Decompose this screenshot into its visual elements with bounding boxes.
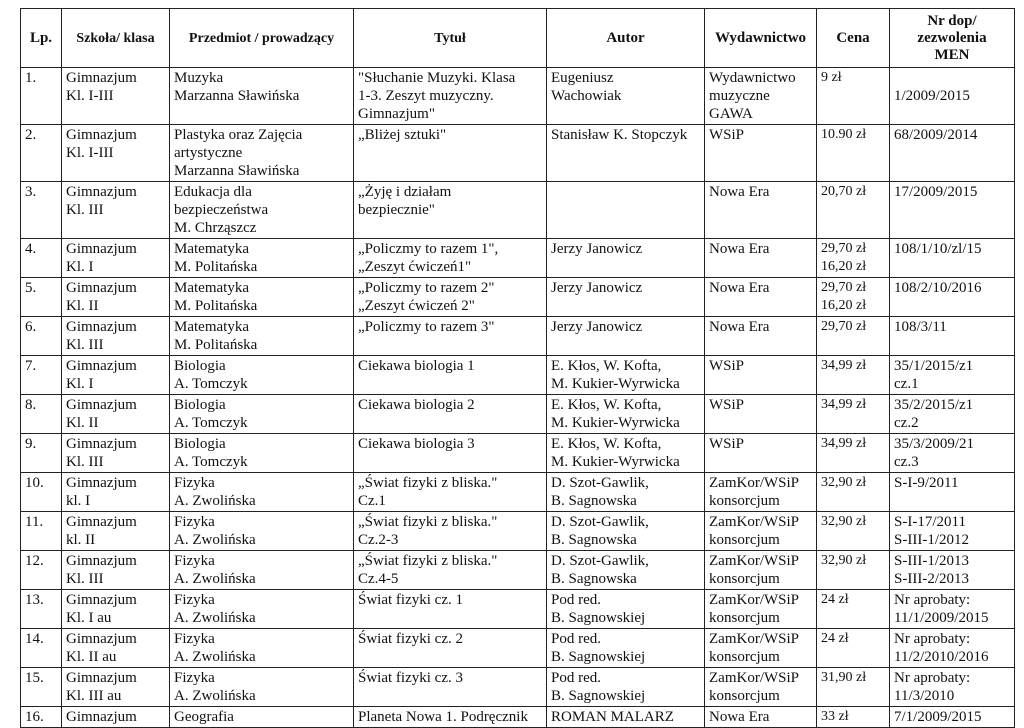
cell-nr: Nr aprobaty: 11/1/2009/2015 xyxy=(890,590,1015,629)
cell-nr: S-III-1/2013 S-III-2/2013 xyxy=(890,551,1015,590)
cell-wydawnictwo: ZamKor/WSiP konsorcjum xyxy=(705,629,817,668)
cell-klasa: Gimnazjum Kl. I xyxy=(62,356,170,395)
cell-tytul: „Świat fizyki z bliska." Cz.1 xyxy=(354,473,547,512)
cell-przedmiot: Fizyka A. Zwolińska xyxy=(170,629,354,668)
column-header-lp: Lp. xyxy=(21,9,62,68)
cell-tytul: Ciekawa biologia 3 xyxy=(354,434,547,473)
cell-lp: 1. xyxy=(21,68,62,125)
cell-tytul: Świat fizyki cz. 1 xyxy=(354,590,547,629)
cell-tytul: Ciekawa biologia 2 xyxy=(354,395,547,434)
cell-wydawnictwo: WSiP xyxy=(705,395,817,434)
cell-lp: 9. xyxy=(21,434,62,473)
cell-nr: 17/2009/2015 xyxy=(890,182,1015,239)
cell-wydawnictwo: Nowa Era xyxy=(705,317,817,356)
column-header-klasa: Szkoła/ klasa xyxy=(62,9,170,68)
cell-klasa: Gimnazjum kl. I xyxy=(62,473,170,512)
cell-wydawnictwo: WSiP xyxy=(705,356,817,395)
cell-autor: E. Kłos, W. Kofta, M. Kukier-Wyrwicka xyxy=(547,395,705,434)
cell-autor: Stanisław K. Stopczyk xyxy=(547,125,705,182)
cell-cena: 24 zł xyxy=(817,629,890,668)
cell-cena: 29,70 zł xyxy=(817,317,890,356)
cell-cena: 10.90 zł xyxy=(817,125,890,182)
cell-tytul: „Policzmy to razem 1", „Zeszyt ćwiczeń1" xyxy=(354,239,547,278)
cell-lp: 10. xyxy=(21,473,62,512)
cell-wydawnictwo: Nowa Era xyxy=(705,278,817,317)
cell-klasa: Gimnazjum Kl. III xyxy=(62,434,170,473)
cell-lp: 4. xyxy=(21,239,62,278)
cell-autor: Eugeniusz Wachowiak xyxy=(547,68,705,125)
cell-wydawnictwo: Nowa Era xyxy=(705,182,817,239)
cell-lp: 16. xyxy=(21,707,62,728)
cell-tytul: „Świat fizyki z bliska." Cz.4-5 xyxy=(354,551,547,590)
cell-klasa: Gimnazjum Kl. I-III xyxy=(62,68,170,125)
table-row xyxy=(21,125,1015,182)
cell-nr: 35/1/2015/z1 cz.1 xyxy=(890,356,1015,395)
cell-wydawnictwo: WSiP xyxy=(705,434,817,473)
cell-klasa: Gimnazjum Kl. I xyxy=(62,239,170,278)
cell-autor: ROMAN MALARZ xyxy=(547,707,705,728)
cell-wydawnictwo: ZamKor/WSiP konsorcjum xyxy=(705,473,817,512)
cell-przedmiot: Matematyka M. Politańska xyxy=(170,317,354,356)
cell-cena: 24 zł xyxy=(817,590,890,629)
cell-autor xyxy=(547,182,705,239)
cell-przedmiot: Fizyka A. Zwolińska xyxy=(170,590,354,629)
cell-nr: Nr aprobaty: 11/2/2010/2016 xyxy=(890,629,1015,668)
cell-autor: E. Kłos, W. Kofta, M. Kukier-Wyrwicka xyxy=(547,434,705,473)
cell-tytul: Planeta Nowa 1. Podręcznik xyxy=(354,707,547,728)
cell-cena: 32,90 zł xyxy=(817,473,890,512)
cell-nr: 35/2/2015/z1 cz.2 xyxy=(890,395,1015,434)
table-row xyxy=(21,512,1015,551)
cell-cena: 29,70 zł 16,20 zł xyxy=(817,278,890,317)
cell-wydawnictwo: Wydawnictwo muzyczne GAWA xyxy=(705,68,817,125)
cell-autor: Jerzy Janowicz xyxy=(547,317,705,356)
cell-przedmiot: Fizyka A. Zwolińska xyxy=(170,512,354,551)
cell-wydawnictwo: Nowa Era xyxy=(705,707,817,728)
cell-lp: 8. xyxy=(21,395,62,434)
column-header-przedmiot: Przedmiot / prowadzący xyxy=(170,9,354,68)
table-row xyxy=(21,668,1015,707)
column-header-cena: Cena xyxy=(817,9,890,68)
table-row xyxy=(21,68,1015,125)
cell-przedmiot: Edukacja dla bezpieczeństwa M. Chrząszcz xyxy=(170,182,354,239)
cell-autor: Jerzy Janowicz xyxy=(547,278,705,317)
cell-klasa: Gimnazjum Kl. III au xyxy=(62,668,170,707)
column-header-wydawnictwo: Wydawnictwo xyxy=(705,9,817,68)
cell-lp: 13. xyxy=(21,590,62,629)
cell-przedmiot: Fizyka A. Zwolińska xyxy=(170,551,354,590)
cell-przedmiot: Fizyka A. Zwolińska xyxy=(170,668,354,707)
table-row xyxy=(21,239,1015,278)
cell-przedmiot: Muzyka Marzanna Sławińska xyxy=(170,68,354,125)
cell-nr: 7/1/2009/2015 xyxy=(890,707,1015,728)
cell-nr: 68/2009/2014 xyxy=(890,125,1015,182)
table-row xyxy=(21,278,1015,317)
cell-autor: Pod red. B. Sagnowskiej xyxy=(547,668,705,707)
cell-nr: S-I-17/2011 S-III-1/2012 xyxy=(890,512,1015,551)
cell-wydawnictwo: Nowa Era xyxy=(705,239,817,278)
cell-klasa: Gimnazjum Kl. III xyxy=(62,317,170,356)
cell-lp: 7. xyxy=(21,356,62,395)
cell-cena: 32,90 zł xyxy=(817,551,890,590)
cell-przedmiot: Geografia xyxy=(170,707,354,728)
cell-przedmiot: Matematyka M. Politańska xyxy=(170,278,354,317)
cell-nr: 108/3/11 xyxy=(890,317,1015,356)
cell-klasa: Gimnazjum Kl. I au xyxy=(62,590,170,629)
table-row xyxy=(21,434,1015,473)
cell-klasa: Gimnazjum Kl. II au xyxy=(62,629,170,668)
cell-lp: 5. xyxy=(21,278,62,317)
table-row xyxy=(21,473,1015,512)
cell-nr: 1/2009/2015 xyxy=(890,68,1015,125)
cell-nr: Nr aprobaty: 11/3/2010 xyxy=(890,668,1015,707)
cell-przedmiot: Biologia A. Tomczyk xyxy=(170,395,354,434)
cell-tytul: Ciekawa biologia 1 xyxy=(354,356,547,395)
cell-lp: 2. xyxy=(21,125,62,182)
cell-tytul: „Bliżej sztuki" xyxy=(354,125,547,182)
cell-cena: 34,99 zł xyxy=(817,395,890,434)
cell-tytul: Świat fizyki cz. 2 xyxy=(354,629,547,668)
cell-cena: 31,90 zł xyxy=(817,668,890,707)
cell-klasa: Gimnazjum Kl. I-III xyxy=(62,125,170,182)
table-row xyxy=(21,707,1015,728)
cell-cena: 9 zł xyxy=(817,68,890,125)
cell-klasa: Gimnazjum Kl. III xyxy=(62,182,170,239)
column-header-nr: Nr dop/ zezwolenia MEN xyxy=(890,9,1015,68)
cell-wydawnictwo: ZamKor/WSiP konsorcjum xyxy=(705,590,817,629)
cell-cena: 32,90 zł xyxy=(817,512,890,551)
cell-tytul: „Policzmy to razem 2" „Zeszyt ćwiczeń 2" xyxy=(354,278,547,317)
cell-tytul: „Świat fizyki z bliska." Cz.2-3 xyxy=(354,512,547,551)
column-header-tytul: Tytuł xyxy=(354,9,547,68)
textbook-table xyxy=(20,8,1015,728)
cell-cena: 34,99 zł xyxy=(817,356,890,395)
cell-przedmiot: Biologia A. Tomczyk xyxy=(170,356,354,395)
cell-cena: 29,70 zł 16,20 zł xyxy=(817,239,890,278)
cell-klasa: Gimnazjum Kl. II xyxy=(62,395,170,434)
cell-klasa: Gimnazjum xyxy=(62,707,170,728)
cell-autor: Jerzy Janowicz xyxy=(547,239,705,278)
header-row xyxy=(21,9,1015,68)
cell-lp: 15. xyxy=(21,668,62,707)
cell-autor: D. Szot-Gawlik, B. Sagnowska xyxy=(547,512,705,551)
cell-tytul: „Policzmy to razem 3" xyxy=(354,317,547,356)
cell-autor: D. Szot-Gawlik, B. Sagnowska xyxy=(547,473,705,512)
cell-tytul: "Słuchanie Muzyki. Klasa 1-3. Zeszyt muzyczny. Gimnazjum" xyxy=(354,68,547,125)
cell-przedmiot: Plastyka oraz Zajęcia artystyczne Marzanna Sławińska xyxy=(170,125,354,182)
cell-nr: 35/3/2009/21 cz.3 xyxy=(890,434,1015,473)
table-row xyxy=(21,356,1015,395)
table-row xyxy=(21,395,1015,434)
cell-lp: 11. xyxy=(21,512,62,551)
table-row xyxy=(21,629,1015,668)
table-row xyxy=(21,551,1015,590)
table-row xyxy=(21,182,1015,239)
cell-klasa: Gimnazjum kl. II xyxy=(62,512,170,551)
cell-wydawnictwo: ZamKor/WSiP konsorcjum xyxy=(705,512,817,551)
cell-lp: 14. xyxy=(21,629,62,668)
cell-cena: 20,70 zł xyxy=(817,182,890,239)
document-page xyxy=(20,8,1015,728)
column-header-autor: Autor xyxy=(547,9,705,68)
cell-autor: D. Szot-Gawlik, B. Sagnowska xyxy=(547,551,705,590)
cell-autor: Pod red. B. Sagnowskiej xyxy=(547,629,705,668)
cell-autor: Pod red. B. Sagnowskiej xyxy=(547,590,705,629)
table-row xyxy=(21,590,1015,629)
cell-klasa: Gimnazjum Kl. II xyxy=(62,278,170,317)
cell-tytul: „Żyję i działam bezpiecznie" xyxy=(354,182,547,239)
cell-nr: S-I-9/2011 xyxy=(890,473,1015,512)
cell-lp: 6. xyxy=(21,317,62,356)
cell-cena: 34,99 zł xyxy=(817,434,890,473)
cell-wydawnictwo: ZamKor/WSiP konsorcjum xyxy=(705,668,817,707)
cell-cena: 33 zł xyxy=(817,707,890,728)
cell-lp: 12. xyxy=(21,551,62,590)
table-row xyxy=(21,317,1015,356)
cell-nr: 108/1/10/zl/15 xyxy=(890,239,1015,278)
cell-wydawnictwo: WSiP xyxy=(705,125,817,182)
cell-przedmiot: Matematyka M. Politańska xyxy=(170,239,354,278)
cell-tytul: Świat fizyki cz. 3 xyxy=(354,668,547,707)
cell-nr: 108/2/10/2016 xyxy=(890,278,1015,317)
cell-lp: 3. xyxy=(21,182,62,239)
cell-przedmiot: Biologia A. Tomczyk xyxy=(170,434,354,473)
cell-klasa: Gimnazjum Kl. III xyxy=(62,551,170,590)
cell-wydawnictwo: ZamKor/WSiP konsorcjum xyxy=(705,551,817,590)
cell-przedmiot: Fizyka A. Zwolińska xyxy=(170,473,354,512)
cell-autor: E. Kłos, W. Kofta, M. Kukier-Wyrwicka xyxy=(547,356,705,395)
